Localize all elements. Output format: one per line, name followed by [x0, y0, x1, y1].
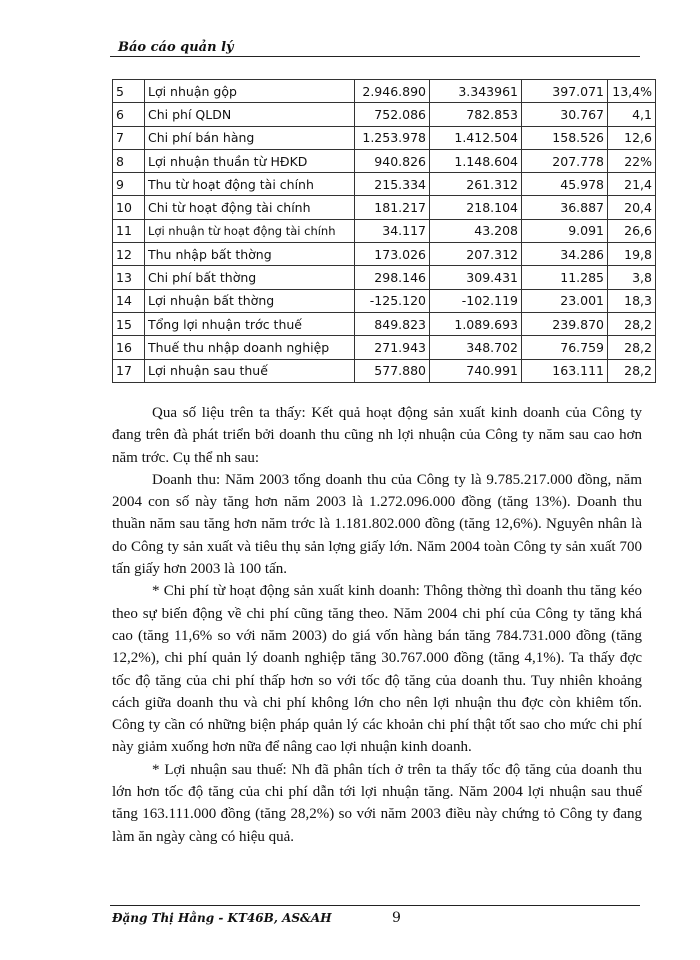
difference: 23.001 — [522, 289, 608, 312]
value-2004: 1.089.693 — [430, 312, 522, 335]
value-2003: 940.826 — [355, 149, 430, 172]
row-label: Chi từ hoạt động tài chính — [145, 196, 355, 219]
paragraph-costs: * Chi phí từ hoạt động sản xuất kinh doanh: Thông thờng thì doanh thu tăng kéo theo sự biến động về chi phí cũng tăng theo. Năm 2004 chi phí của Công ty tăng khá cao (tăng 11,6% so với năm 2003) do giá vốn hàng bán tăng 784.731.000 đồng (tăng 12,2%), chi phí quản lý doanh nghiệp tăng 30.767.000 đồng (tăng 4,1%). Ta thấy đợc tốc độ tăng của chi phí thấp hơn so với tốc độ tăng của doanh thu. Tuy nhiên khoảng cách giữa doanh thu và chi phí không lớn cho nên lợi nhuận thu đợc còn khiêm tốn. Công ty cần có những biện pháp quản lý các khoản chi phí thật tốt sao cho mức chi phí này giảm xuống hơn nữa để nâng cao lợi nhuận kinh doanh. — [112, 583, 642, 756]
percent-change: 3,8 — [608, 266, 656, 289]
difference: 36.887 — [522, 196, 608, 219]
difference: 45.978 — [522, 173, 608, 196]
percent-change: 18,3 — [608, 289, 656, 312]
difference: 11.285 — [522, 266, 608, 289]
difference: 239.870 — [522, 312, 608, 335]
value-2003: 271.943 — [355, 336, 430, 359]
table-row — [113, 149, 656, 172]
page-number: 9 — [392, 910, 401, 926]
row-label: Thuế thu nhập doanh nghiệp — [145, 336, 355, 359]
value-2004: 207.312 — [430, 243, 522, 266]
percent-change: 21,4 — [608, 173, 656, 196]
row-label: Lợi nhuận gộp — [145, 80, 355, 103]
value-2004: 348.702 — [430, 336, 522, 359]
header-rule — [110, 56, 640, 57]
table-row — [113, 289, 656, 312]
value-2003: 181.217 — [355, 196, 430, 219]
value-2003: 173.026 — [355, 243, 430, 266]
row-label: Thu nhập bất thờng — [145, 243, 355, 266]
row-number: 13 — [113, 266, 145, 289]
value-2003: 298.146 — [355, 266, 430, 289]
difference: 34.286 — [522, 243, 608, 266]
difference: 207.778 — [522, 149, 608, 172]
percent-change: 4,1 — [608, 103, 656, 126]
percent-change: 20,4 — [608, 196, 656, 219]
value-2004: 43.208 — [430, 219, 522, 242]
table-row — [113, 80, 656, 103]
row-number: 14 — [113, 289, 145, 312]
row-label: Lợi nhuận bất thờng — [145, 289, 355, 312]
percent-change: 13,4% — [608, 80, 656, 103]
row-label: Thu từ hoạt động tài chính — [145, 173, 355, 196]
table-row — [113, 312, 656, 335]
table-row — [113, 359, 656, 382]
percent-change: 12,6 — [608, 126, 656, 149]
value-2003: 752.086 — [355, 103, 430, 126]
row-number: 17 — [113, 359, 145, 382]
value-2003: 215.334 — [355, 173, 430, 196]
value-2003: -125.120 — [355, 289, 430, 312]
row-number: 6 — [113, 103, 145, 126]
footer-rule — [110, 905, 640, 906]
difference: 9.091 — [522, 219, 608, 242]
row-label: Chi phí bán hàng — [145, 126, 355, 149]
table-row — [113, 336, 656, 359]
row-number: 7 — [113, 126, 145, 149]
percent-change: 19,8 — [608, 243, 656, 266]
percent-change: 28,2 — [608, 359, 656, 382]
difference: 397.071 — [522, 80, 608, 103]
value-2004: 1.148.604 — [430, 149, 522, 172]
row-number: 11 — [113, 219, 145, 242]
footer-author: Đặng Thị Hằng - KT46B, AS&AH — [112, 911, 332, 925]
body-text — [112, 402, 642, 848]
value-2004: 218.104 — [430, 196, 522, 219]
value-2003: 2.946.890 — [355, 80, 430, 103]
percent-change: 28,2 — [608, 312, 656, 335]
row-label: Lợi nhuận thuần từ HĐKD — [145, 149, 355, 172]
row-number: 8 — [113, 149, 145, 172]
value-2004: 1.412.504 — [430, 126, 522, 149]
row-label: Chi phí QLDN — [145, 103, 355, 126]
row-number: 9 — [113, 173, 145, 196]
row-number: 16 — [113, 336, 145, 359]
percent-change: 26,6 — [608, 219, 656, 242]
value-2003: 1.253.978 — [355, 126, 430, 149]
table-row — [113, 266, 656, 289]
table-row — [113, 243, 656, 266]
value-2004: -102.119 — [430, 289, 522, 312]
value-2003: 849.823 — [355, 312, 430, 335]
value-2004: 309.431 — [430, 266, 522, 289]
page-header-title: Báo cáo quản lý — [118, 40, 234, 55]
difference: 30.767 — [522, 103, 608, 126]
paragraph-revenue: Doanh thu: Năm 2003 tổng doanh thu của Công ty là 9.785.217.000 đồng, năm 2004 con số này tăng hơn năm 2003 là 1.272.096.000 đồng (tăng 13%). Doanh thu thuần năm sau tăng hơn năm trớc là 1.181.802.000 đồng (tăng 12,6%). Nguyên nhân là do Công ty sản xuất và tiêu thụ sản lợng giấy lớn. Năm 2004 toàn Công ty sản xuất 700 tấn giấy hơn 2003 là 100 tấn. — [112, 471, 642, 578]
row-number: 10 — [113, 196, 145, 219]
table-row — [113, 173, 656, 196]
value-2004: 3.343961 — [430, 80, 522, 103]
row-number: 15 — [113, 312, 145, 335]
percent-change: 28,2 — [608, 336, 656, 359]
value-2004: 261.312 — [430, 173, 522, 196]
table-row — [113, 196, 656, 219]
value-2004: 740.991 — [430, 359, 522, 382]
paragraph-summary: Qua số liệu trên ta thấy: Kết quả hoạt động sản xuất kinh doanh của Công ty đang trên đà phát triển bởi doanh thu cũng nh lợi nhuận của Công ty năm sau cao hơn năm trớc. Cụ thể nh sau: — [112, 405, 642, 466]
table-row — [113, 126, 656, 149]
row-number: 5 — [113, 80, 145, 103]
financial-table — [112, 79, 656, 383]
difference: 76.759 — [522, 336, 608, 359]
row-number: 12 — [113, 243, 145, 266]
row-label: Lợi nhuận sau thuế — [145, 359, 355, 382]
value-2003: 577.880 — [355, 359, 430, 382]
row-label: Chi phí bất thờng — [145, 266, 355, 289]
value-2004: 782.853 — [430, 103, 522, 126]
paragraph-profit: * Lợi nhuận sau thuế: Nh đã phân tích ở trên ta thấy tốc độ tăng của doanh thu lớn hơn tốc độ tăng của chi phí dẫn tới lợi nhuận tăng. Năm 2004 lợi nhuận sau thuế tăng 163.111.000 đồng (tăng 28,2%) so với năm 2003 điều này chứng tỏ Công ty đang làm ăn ngày càng có hiệu quả. — [112, 761, 642, 845]
difference: 158.526 — [522, 126, 608, 149]
table-row — [113, 219, 656, 242]
row-label: Lợi nhuận từ hoạt động tài chính — [145, 219, 355, 242]
value-2003: 34.117 — [355, 219, 430, 242]
table-row — [113, 103, 656, 126]
row-label: Tổng lợi nhuận trớc thuế — [145, 312, 355, 335]
difference: 163.111 — [522, 359, 608, 382]
percent-change: 22% — [608, 149, 656, 172]
